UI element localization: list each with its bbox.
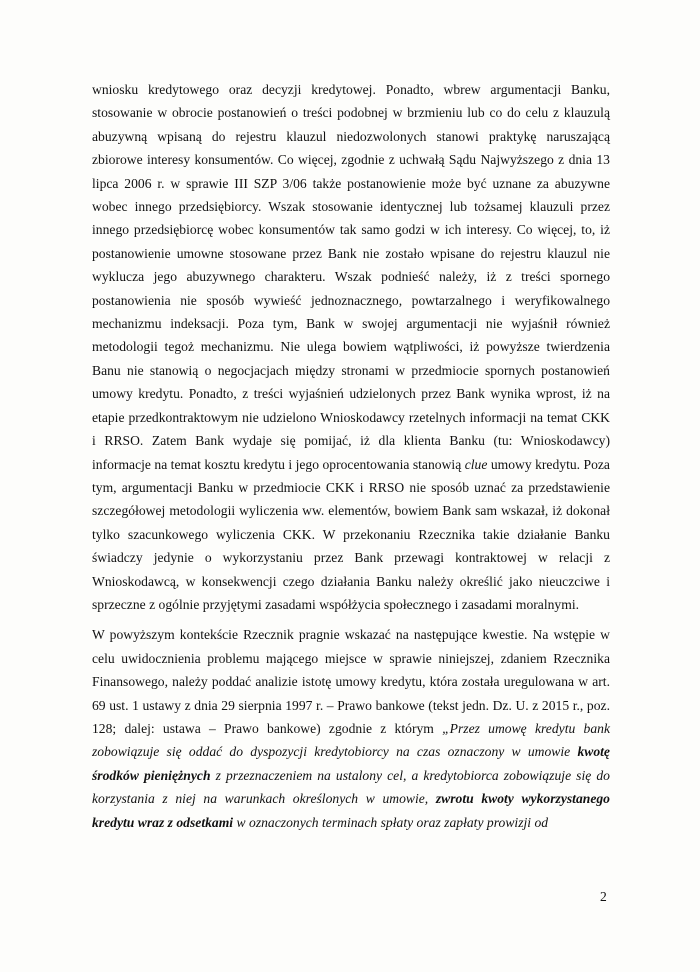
clue-term: clue (464, 456, 488, 472)
statute-quote-part-2: z przeznaczeniem na ustalony cel, a kredytobiorca zobowiązuje się do korzystania z niej na warunkach określonych w umowie, (92, 767, 610, 807)
statute-quote-part-1: „Przez umowę kredytu bank zobowiązuje się oddać do dyspozycji kredytobiorcy na czas oznaczony w umowie (92, 720, 610, 760)
body-text (92, 78, 610, 834)
paragraph-2-text: W powyższym kontekście Rzecznik pragnie wskazać na następujące kwestie. Na wstępie w celu uwidocznienia problemu mającego miejsce w sprawie niniejszej, zdaniem Rzecznika Finansowego, należy poddać analizie istotę umowy kredytu, która została uregulowana w art. 69 ust. 1 ustawy z dnia 29 sierpnia 1997 r. – Prawo bankowe (tekst jedn. Dz. U. z 2015 r., poz. 128; dalej: ustawa – Prawo bankowe) zgodnie z którym (92, 627, 610, 736)
statute-quote-emphasis-1: kwotę środków pieniężnych (92, 744, 610, 783)
statute-quote-part-3: w oznaczonych terminach spłaty oraz zapłaty prowizji od (236, 814, 549, 830)
paragraph-1-end: umowy kredytu. Poza tym, argumentacji Banku w przedmiocie CKK i RRSO nie sposób uznać za przedstawienie szczegółowej metodologii wyliczenia ww. elementów, bowiem Bank sam wskazał, iż dokonał tylko szacunkowego wyliczenia CKK. W przekonaniu Rzecznika takie działanie Banku świadczy jedynie o wykorzystaniu przez Bank przewagi kontraktowej w relacji z Wnioskodawcą, w konsekwencji czego działania Banku należy określić jako nieuczciwe i sprzeczne z ogólnie przyjętymi zasadami współżycia społecznego i zasadami moralnymi. (92, 456, 610, 612)
paragraph-1-text: wniosku kredytowego oraz decyzji kredytowej. Ponadto, wbrew argumentacji Banku, stosowanie w obrocie postanowień o treści podobnej w brzmieniu lub co do celu z klauzulą abuzywną wpisaną do rejestru klauzul niedozwolonych stanowi praktykę naruszającą zbiorowe interesy konsumentów. Co więcej, zgodnie z uchwałą Sądu Najwyższego z dnia 13 lipca 2006 r. w sprawie III SZP 3/06 także postanowienie może być uznane za abuzywne wobec innego przedsiębiorcy. Wszak stosowanie identycznej lub tożsamej klauzuli przez innego przedsiębiorcę wobec konsumentów tak samo godzi w ich interesy. Co więcej, to, iż postanowienie umowne stosowane przez Bank nie zostało wpisane do rejestru klauzul nie wyklucza jego abuzywnego charakteru. Wszak podnieść należy, iż z treści spornego postanowienia nie sposób wywieść jednoznacznego, powtarzalnego i weryfikowalnego mechanizmu indeksacji. Poza tym, Bank w swojej argumentacji nie wyjaśnił również metodologii tegoż mechanizmu. Nie ulega bowiem wątpliwości, iż powyższe twierdzenia Banu nie stanowią o negocjacjach między stronami w przedmiocie spornych postanowień umowy kredytu. Ponadto, z treści wyjaśnień udzielonych przez Bank wynika wprost, iż na etapie przedkontraktowym nie udzielono Wnioskodawcy rzetelnych informacji na temat CKK i RRSO. Zatem Bank wydaje się pomijać, iż dla klienta Banku (tu: Wnioskodawcy) informacje na temat kosztu kredytu i jego oprocentowania stanowią (92, 82, 610, 472)
statute-quote-emphasis-2: zwrotu kwoty wykorzystanego kredytu wraz z odsetkami (92, 791, 610, 830)
page-number: 2 (600, 889, 607, 904)
paragraph-1 (92, 78, 610, 616)
paragraph-2 (92, 623, 610, 834)
